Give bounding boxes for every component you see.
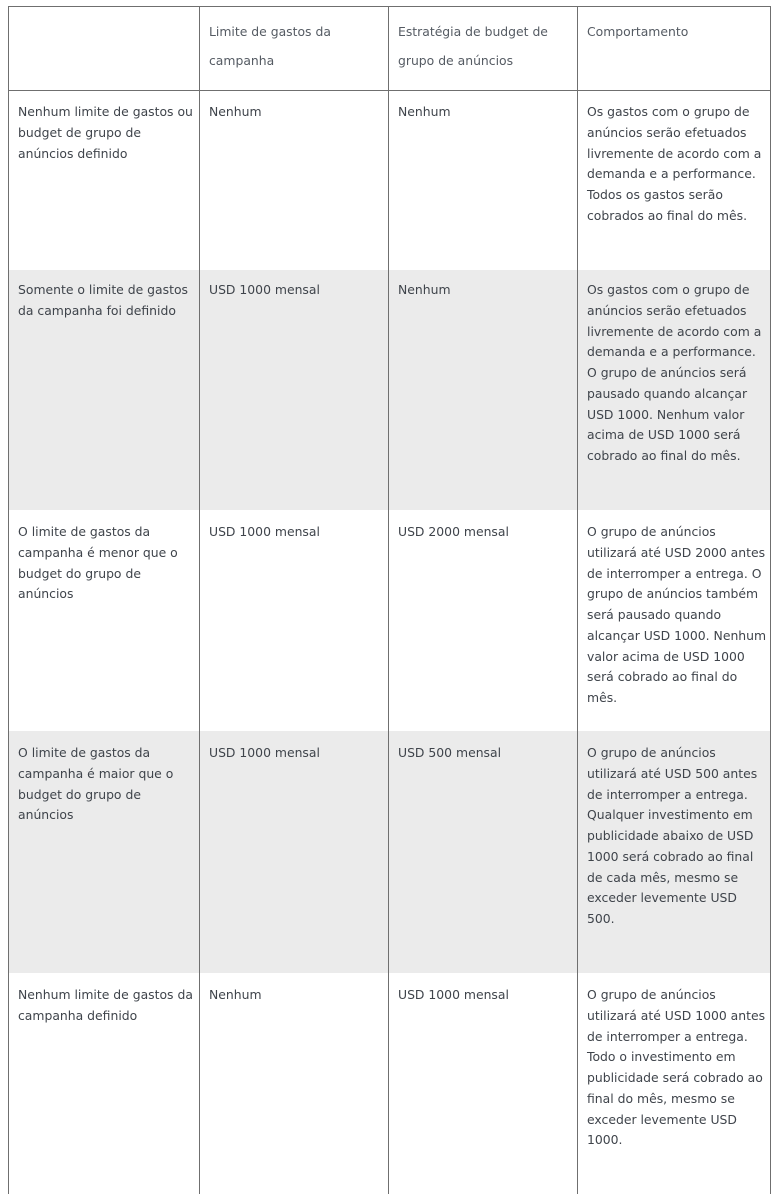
cell-ad-group-budget: USD 2000 mensal — [389, 510, 578, 731]
cell-campaign-limit: USD 1000 mensal — [200, 731, 389, 973]
header-row — [9, 7, 771, 91]
header-scenario — [9, 7, 200, 91]
table-row — [9, 91, 771, 271]
cell-ad-group-budget: Nenhum — [389, 270, 578, 510]
cell-ad-group-budget: USD 1000 mensal — [389, 973, 578, 1194]
cell-ad-group-budget: Nenhum — [389, 91, 578, 271]
table-header — [9, 7, 771, 91]
cell-behavior: Os gastos com o grupo de anúncios serão efetuados livremente de acordo com a demanda e a performance. Todos os gastos serão cobrados ao final do mês. — [578, 91, 771, 271]
cell-scenario: O limite de gastos da campanha é maior que o budget do grupo de anúncios — [9, 731, 200, 973]
table-row — [9, 270, 771, 510]
cell-campaign-limit: Nenhum — [200, 973, 389, 1194]
cell-campaign-limit: USD 1000 mensal — [200, 510, 389, 731]
cell-scenario: Somente o limite de gastos da campanha foi definido — [9, 270, 200, 510]
header-behavior: Comportamento — [578, 7, 771, 91]
cell-behavior: O grupo de anúncios utilizará até USD 500 antes de interromper a entrega. Qualquer investimento em publicidade abaixo de USD 1000 será cobrado ao final de cada mês, mesmo se exceder levemente USD 500. — [578, 731, 771, 973]
header-campaign-limit: Limite de gastos da campanha — [200, 7, 389, 91]
cell-campaign-limit: Nenhum — [200, 91, 389, 271]
cell-behavior: Os gastos com o grupo de anúncios serão efetuados livremente de acordo com a demanda e a performance. O grupo de anúncios será pausado quando alcançar USD 1000. Nenhum valor acima de USD 1000 será cobrado ao final do mês. — [578, 270, 771, 510]
cell-behavior: O grupo de anúncios utilizará até USD 1000 antes de interromper a entrega. Todo o investimento em publicidade será cobrado ao final do mês, mesmo se exceder levemente USD 1000. — [578, 973, 771, 1194]
cell-ad-group-budget: USD 500 mensal — [389, 731, 578, 973]
table-row — [9, 510, 771, 731]
cell-behavior: O grupo de anúncios utilizará até USD 2000 antes de interromper a entrega. O grupo de anúncios também será pausado quando alcançar USD 1000. Nenhum valor acima de USD 1000 será cobrado ao final do mês. — [578, 510, 771, 731]
header-ad-group-budget: Estratégia de budget de grupo de anúncios — [389, 7, 578, 91]
table-row — [9, 731, 771, 973]
cell-campaign-limit: USD 1000 mensal — [200, 270, 389, 510]
table-row — [9, 973, 771, 1194]
cell-scenario: O limite de gastos da campanha é menor que o budget do grupo de anúncios — [9, 510, 200, 731]
cell-scenario: Nenhum limite de gastos ou budget de grupo de anúncios definido — [9, 91, 200, 271]
cell-scenario: Nenhum limite de gastos da campanha definido — [9, 973, 200, 1194]
table-body — [9, 91, 771, 1195]
budget-behavior-table — [8, 6, 771, 1194]
